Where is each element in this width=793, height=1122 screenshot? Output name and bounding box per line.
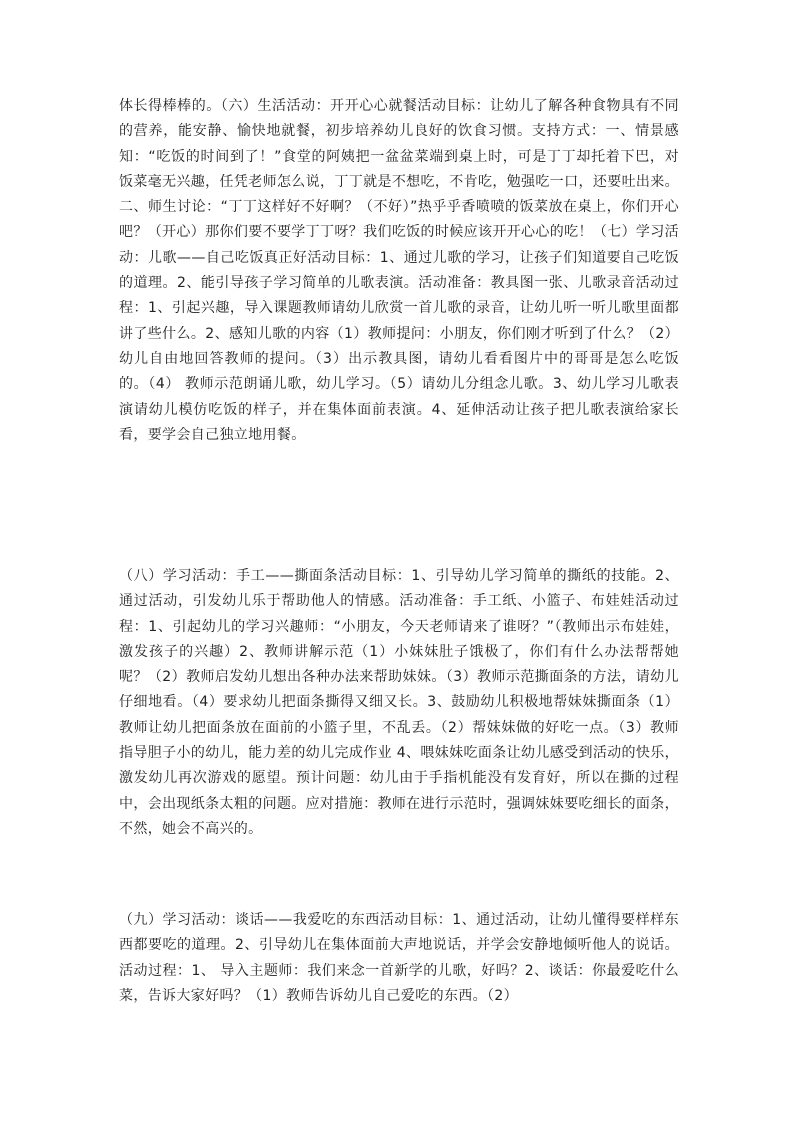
paragraph-activities-6-7: 体长得棒棒的。（六）生活活动：开开心心就餐活动目标：让幼儿了解各种食物具有不同的营养，能安静、愉快地就餐，初步培养幼儿良好的饮食习惯。支持方式：一、情景感知：“吃饭的时间到了！”食堂的阿姨把一盆盆菜端到桌上时，可是丁丁却托着下巴，对饭菜毫无兴趣，任凭老师怎么说，丁丁就是不想吃，不肯吃，勉强吃一口，还要吐出来。二、师生讨论：“丁丁这样好不好啊？（不好）”热乎乎香喷喷的饭菜放在桌上，你们开心吧？（开心）那你们要不要学丁丁呀？我们吃饭的时候应该开开心心的吃！（七）学习活动：儿歌——自己吃饭真正好活动目标：1、通过儿歌的学习，让孩子们知道要自己吃饭的道理。2、能引导孩子学习简单的儿歌表演。活动准备：教具图一张、儿歌录音活动过程：1、引起兴趣，导入课题教师请幼儿欣赏一首儿歌的录音，让幼儿听一听儿歌里面都讲了些什么。2、感知儿歌的内容（1）教师提问：小朋友，你们刚才听到了什么？（2）幼儿自由地回答教师的提问。（3）出示教具图，请幼儿看看图片中的哥哥是怎么吃饭的。（4） 教师示范朗诵儿歌，幼儿学习。（5）请幼儿分组念儿歌。3、幼儿学习儿歌表演请幼儿模仿吃饭的样子，并在集体面前表演。4、延伸活动让孩子把儿歌表演给家长看，要学会自己独立地用餐。 xyxy=(119,98,679,443)
paragraph-activity-8: （八）学习活动：手工——撕面条活动目标：1、引导幼儿学习简单的撕纸的技能。2、通过活动，引发幼儿乐于帮助他人的情感。活动准备：手工纸、小篮子、布娃娃活动过程：1、引起幼儿的学习兴趣师：“小朋友，今天老师请来了谁呀？”（教师出示布娃娃，激发孩子的兴趣）2、教师讲解示范（1）小妹妹肚子饿极了，你们有什么办法帮帮她呢？（2）教师启发幼儿想出各种办法来帮助妹妹。（3）教师示范撕面条的方法，请幼儿仔细地看。（4）要求幼儿把面条撕得又细又长。3、鼓励幼儿积极地帮妹妹撕面条（1）教师让幼儿把面条放在面前的小篮子里，不乱丢。（2）帮妹妹做的好吃一点。（3）教师指导胆子小的幼儿，能力差的幼儿完成作业 4、喂妹妹吃面条让幼儿感受到活动的快乐，激发幼儿再次游戏的愿望。预计问题：幼儿由于手指机能没有发育好，所以在撕的过程中，会出现纸条太粗的问题。应对措施：教师在进行示范时，强调妹妹要吃细长的面条，不然，她会不高兴的。 xyxy=(119,568,679,837)
paragraph-activity-9: （九）学习活动：谈话——我爱吃的东西活动目标：1、通过活动，让幼儿懂得要样样东西都要吃的道理。2、引导幼儿在集体面前大声地说话，并学会安静地倾听他人的说话。活动过程：1、 导入主题师：我们来念一首新学的儿歌，好吗？2、谈话：你最爱吃什么菜，告诉大家好吗？（1）教师告诉幼儿自己爱吃的东西。（2） xyxy=(119,912,679,1004)
